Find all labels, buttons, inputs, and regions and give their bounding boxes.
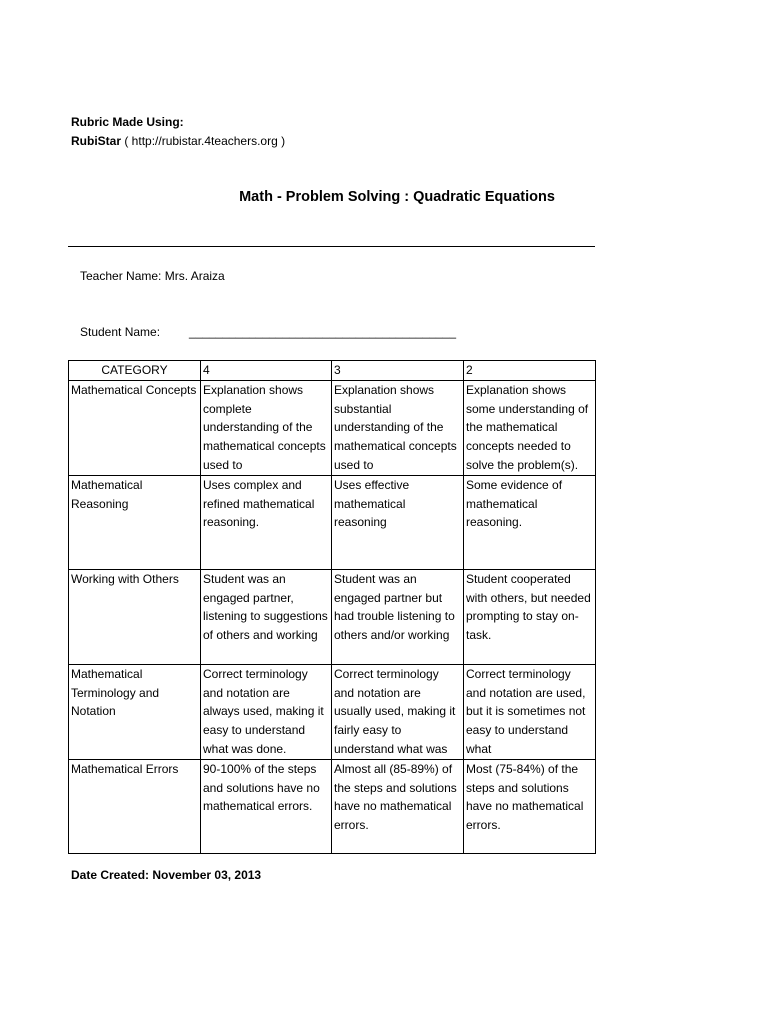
row-score-3 [332,664,464,759]
row-score-2-text: Student cooperated with others, but needed prompting to stay on-task. [466,571,591,643]
date-created [71,866,261,884]
date-created-value: November 03, 2013 [152,868,262,882]
row-score-3-text: Correct terminology and notation are usually used, making it fairly easy to understand what was [334,666,456,756]
row-score-3-text: Student was an engaged partner but had trouble listening to others and/or working [334,571,455,643]
row-score-2 [464,759,596,853]
row-category-text: Mathematical Reasoning [71,477,143,511]
row-score-4-text: Correct terminology and notation are always used, making it easy to understand what was done. [203,666,324,756]
row-score-3 [332,759,464,853]
row-score-3 [332,380,464,475]
row-category-text: Mathematical Terminology and Notation [71,666,160,719]
row-score-4-text: Student was an engaged partner, listening to suggestions of others and working [203,571,328,643]
table-row [69,759,596,853]
date-created-label: Date Created: [71,868,150,882]
row-score-2-text: Explanation shows some understanding of the mathematical concepts needed to solve the problem(s). [466,382,589,472]
header-score-4: 4 [201,361,332,381]
row-category-text: Mathematical Errors [71,761,179,776]
row-score-4-text: Uses complex and refined mathematical reasoning. [203,477,315,530]
row-score-3 [332,475,464,569]
page-title: Math - Problem Solving : Quadratic Equations [239,189,555,205]
row-score-4-text: 90-100% of the steps and solutions have no mathematical errors. [203,761,320,814]
row-category-text: Working with Others [71,571,179,586]
row-score-3-text: Uses effective mathematical reasoning [334,477,410,530]
table-header-row [69,361,596,381]
row-score-2-text: Some evidence of mathematical reasoning. [466,477,563,530]
teacher-name-value: Mrs. Araiza [164,269,225,283]
row-category-text: Mathematical Concepts [71,382,197,397]
row-score-2-text: Correct terminology and notation are used, but it is sometimes not easy to understand what [466,666,586,756]
row-score-3-text: Almost all (85-89%) of the steps and solutions have no mathematical errors. [334,761,457,833]
row-category [69,664,201,759]
rubistar-credit [71,132,285,150]
header-category: CATEGORY [69,361,201,381]
row-score-4-text: Explanation shows complete understanding of the mathematical concepts used to [203,382,326,472]
row-score-4 [201,664,332,759]
row-score-2-text: Most (75-84%) of the steps and solutions have no mathematical errors. [466,761,584,833]
row-score-2 [464,664,596,759]
rubistar-name: RubiStar [71,134,122,148]
row-score-2 [464,475,596,569]
row-score-2 [464,569,596,664]
row-score-2 [464,380,596,475]
teacher-name-label: Teacher Name: [80,269,162,283]
row-score-4 [201,380,332,475]
student-name [80,323,456,341]
row-score-4 [201,759,332,853]
row-category [69,380,201,475]
student-name-blank: ________________________________________ [189,325,456,339]
rubistar-url: ( http://rubistar.4teachers.org ) [121,134,286,148]
row-score-3-text: Explanation shows substantial understanding of the mathematical concepts used to [334,382,457,472]
row-category [69,759,201,853]
header-score-3: 3 [332,361,464,381]
rubric-made-using-label: Rubric Made Using: [71,115,184,129]
row-category [69,569,201,664]
teacher-name [80,267,225,285]
table-row [69,475,596,569]
header-score-2: 2 [464,361,596,381]
row-score-4 [201,569,332,664]
table-row [69,569,596,664]
row-score-3 [332,569,464,664]
student-name-label: Student Name: [80,325,161,339]
table-row [69,664,596,759]
table-row [69,380,596,475]
title-divider [68,246,595,247]
rubric-table [68,360,596,854]
row-score-4 [201,475,332,569]
row-category [69,475,201,569]
